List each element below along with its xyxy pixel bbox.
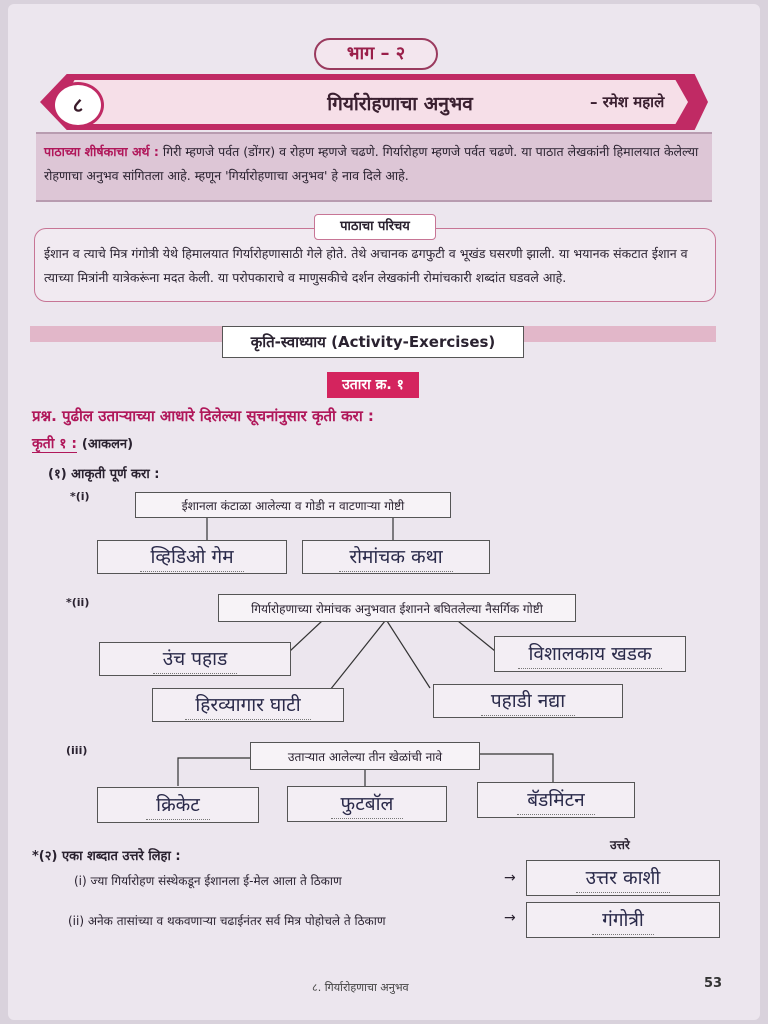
kruti-label: कृती १ : bbox=[32, 436, 77, 452]
q1-ii-answer-4: पहाडी नद्या bbox=[433, 684, 623, 718]
q1-i-answer-2: रोमांचक कथा bbox=[302, 540, 490, 574]
q1-ii-answer-3: हिरव्यागार घाटी bbox=[152, 688, 344, 722]
q1-ii-prompt: गिर्यारोहणाच्या रोमांचक अनुभवात ईशानने बघितलेल्या नैसर्गिक गोष्टी bbox=[218, 594, 576, 622]
part-label: भाग – २ bbox=[314, 38, 438, 70]
extract-tag: उतारा क्र. १ bbox=[327, 372, 419, 398]
q2-answer-1: उत्तर काशी bbox=[526, 860, 720, 896]
q2-arrow-2-icon: → bbox=[504, 910, 516, 926]
q1-ii-answer-1: उंच पहाड bbox=[99, 642, 291, 676]
title-meaning-label: पाठाच्या शीर्षकाचा अर्थ : bbox=[44, 144, 159, 159]
activity-title: कृति-स्वाध्याय (Activity-Exercises) bbox=[222, 326, 524, 358]
q1-i-answer-1: व्हिडिओ गेम bbox=[97, 540, 287, 574]
title-meaning-text: गिरी म्हणजे पर्वत (डोंगर) व रोहण म्हणजे चढणे. गिर्यारोहण म्हणजे पर्वत चढणे. या पाठात लेखकांनी हिमालयात केलेल्या रोहणाचा अनुभव सांगितला आहे. म्हणून 'गिर्यारोहणाचा अनुभव' हे नाव दिले आहे. bbox=[44, 144, 699, 183]
q1-iii-answer-3: बॅडमिंटन bbox=[477, 782, 635, 818]
q1-i-prompt: ईशानला कंटाळा आलेल्या व गोडी न वाटणाऱ्या गोष्टी bbox=[135, 492, 451, 518]
chapter-number: ८ bbox=[52, 82, 104, 128]
question-heading: प्रश्न. पुढील उताऱ्याच्या आधारे दिलेल्या सूचनांनुसार कृती करा : bbox=[32, 407, 374, 425]
q2-heading: *(२) एका शब्दात उत्तरे लिहा : bbox=[32, 849, 181, 864]
intro-label: पाठाचा परिचय bbox=[314, 214, 436, 240]
page-footer: ८. गिर्यारोहणाचा अनुभव bbox=[312, 981, 409, 994]
chapter-author: – रमेश महाले bbox=[590, 93, 665, 111]
page-number: 53 bbox=[704, 976, 723, 991]
q1-iii-answer-1: क्रिकेट bbox=[97, 787, 259, 823]
q2-answer-2: गंगोत्री bbox=[526, 902, 720, 938]
kruti-type: (आकलन) bbox=[81, 437, 134, 452]
q1-ii-marker: *(ii) bbox=[66, 596, 90, 609]
q2-question-2: (ii) अनेक तासांच्या व थकवणाऱ्या चढाईनंतर सर्व मित्र पोहोचले ते ठिकाण bbox=[68, 914, 386, 928]
intro-text: ईशान व त्याचे मित्र गंगोत्री येथे हिमालयात गिर्यारोहणासाठी गेले होते. तेथे अचानक ढगफुटी व भूखंड घसरणी झाली. या भयानक संकटात ईशान व त्याच्या मित्रांनी यात्रेकरूंना मदत केली. या परोपकाराचे व माणुसकीचे दर्शन लेखकांनी रोमांचकारी शब्दांत घडवले आहे. bbox=[44, 246, 688, 285]
q1-i-marker: *(i) bbox=[70, 490, 90, 503]
q1-iii-answer-2: फुटबॉल bbox=[287, 786, 447, 822]
q1-iii-prompt: उताऱ्यात आलेल्या तीन खेळांची नावे bbox=[250, 742, 480, 770]
q2-arrow-1-icon: → bbox=[504, 870, 516, 886]
q2-question-1: (i) ज्या गिर्यारोहण संस्थेकडून ईशानला ई-मेल आला ते ठिकाण bbox=[74, 874, 342, 888]
q1-ii-answer-2: विशालकाय खडक bbox=[494, 636, 686, 672]
chapter-title: गिर्यारोहणाचा अनुभव bbox=[327, 93, 473, 115]
answers-heading: उत्तरे bbox=[610, 838, 630, 852]
q1-iii-marker: (iii) bbox=[66, 744, 88, 757]
q1-heading: (१) आकृती पूर्ण करा : bbox=[48, 467, 160, 482]
